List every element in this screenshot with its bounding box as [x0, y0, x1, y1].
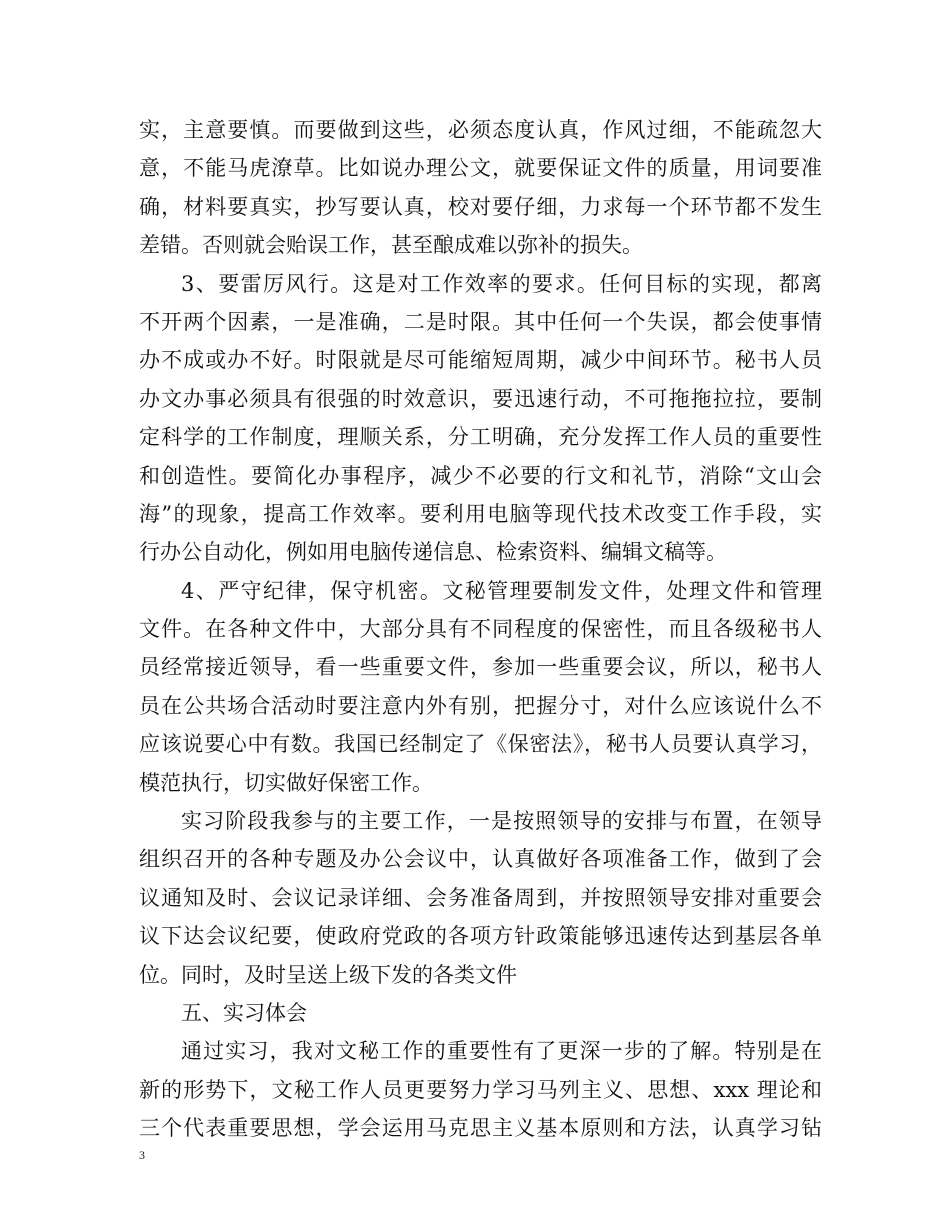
body-text: [139, 111, 822, 1148]
text-line: 文件。在各种文件中，大部分具有不同程度的保密性，而且各级秘书人: [139, 617, 822, 642]
text-line: 3、要雷厉风行。这是对工作效率的要求。任何目标的实现，都离: [181, 271, 822, 296]
text-line: 三个代表重要思想，学会运用马克思主义基本原则和方法，认真学习钻: [139, 1116, 822, 1141]
text-line: 4、严守纪律，保守机密。文秘管理要制发文件，处理文件和管理: [181, 578, 822, 603]
text-line: 和创造性。要简化办事程序，减少不必要的行文和礼节，消除“文山会: [139, 463, 822, 488]
text-line: 意，不能马虎潦草。比如说办理公文，就要保证文件的质量，用词要准: [139, 156, 822, 181]
text-line: 办文办事必须具有很强的时效意识，要迅速行动，不可拖拖拉拉，要制: [139, 386, 822, 411]
text-line: 定科学的工作制度，理顺关系，分工明确，充分发挥工作人员的重要性: [139, 425, 822, 450]
text-line: 海”的现象，提高工作效率。要利用电脑等现代技术改变工作手段，实: [139, 501, 822, 526]
text-line: 员在公共场合活动时要注意内外有别，把握分寸，对什么应该说什么不: [139, 693, 822, 718]
text-line: 议通知及时、会议记录详细、会务准备周到，并按照领导安排对重要会: [139, 885, 822, 910]
text-line: 新的形势下，文秘工作人员更要努力学习马列主义、思想、xxx 理论和: [139, 1077, 822, 1102]
text-line: 位。同时，及时呈送上级下发的各类文件: [139, 962, 517, 987]
page-number: 3: [139, 1148, 145, 1162]
text-line: 行办公自动化，例如用电脑传递信息、检索资料、编辑文稿等。: [139, 540, 727, 565]
text-line: 实习阶段我参与的主要工作，一是按照领导的安排与布置，在领导: [181, 809, 822, 834]
text-line: 办不成或办不好。时限就是尽可能缩短周期，减少中间环节。秘书人员: [139, 348, 822, 373]
text-line: 通过实习，我对文秘工作的重要性有了更深一步的了解。特别是在: [181, 1039, 822, 1064]
text-line: 实，主意要慎。而要做到这些，必须态度认真，作风过细，不能疏忽大: [139, 118, 822, 142]
text-line: 五、实习体会: [181, 1000, 307, 1025]
text-line: 员经常接近领导，看一些重要文件，参加一些重要会议，所以，秘书人: [139, 655, 822, 680]
text-line: 组织召开的各种专题及办公会议中，认真做好各项准备工作，做到了会: [139, 847, 822, 872]
text-line: 确，材料要真实，抄写要认真，校对要仔细，力求每一个环节都不发生: [139, 194, 822, 219]
text-line: 模范执行，切实做好保密工作。: [139, 770, 433, 795]
text-line: 应该说要心中有数。我国已经制定了《保密法》，秘书人员要认真学习，: [139, 732, 822, 757]
text-line: 差错。否则就会贻误工作，甚至酿成难以弥补的损失。: [139, 233, 643, 258]
text-line: 议下达会议纪要，使政府党政的各项方针政策能够迅速传达到基层各单: [139, 924, 822, 949]
text-line: 不开两个因素，一是准确，二是时限。其中任何一个失误，都会使事情: [139, 309, 822, 334]
